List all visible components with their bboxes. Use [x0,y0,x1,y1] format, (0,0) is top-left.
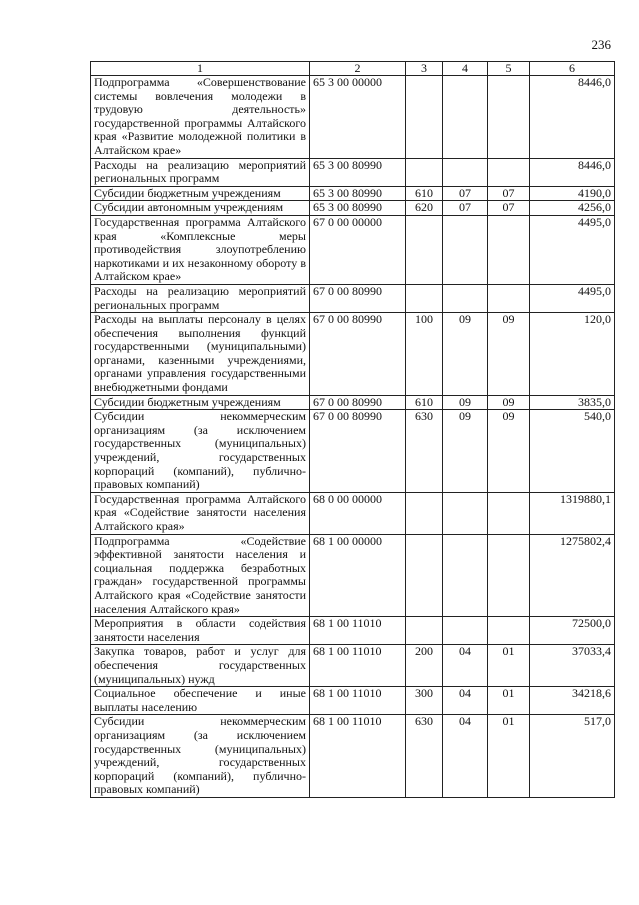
page-number: 236 [591,37,611,52]
section-cell: 07 [443,186,488,201]
table-row [91,158,615,186]
expense-type-cell [406,215,443,284]
classification-code-cell: 68 0 00 00000 [310,492,406,534]
section-cell [443,215,488,284]
expense-type-cell [406,76,443,159]
section-cell [443,284,488,312]
row-name-cell: Мероприятия в области содействия занятости населения [91,617,310,645]
row-name-cell: Подпрограмма «Содействие эффективной занятости населения и социальная поддержка безработных граждан» государственной программы Алтайского края «Содействие занятости населения Алтайского края» [91,534,310,617]
table-row [91,492,615,534]
classification-code-cell: 68 1 00 11010 [310,687,406,715]
expense-type-cell: 630 [406,715,443,798]
amount-cell: 4495,0 [530,284,615,312]
table-row [91,534,615,617]
expense-type-cell: 300 [406,687,443,715]
amount-cell: 8446,0 [530,158,615,186]
section-cell: 04 [443,687,488,715]
expense-type-cell: 610 [406,395,443,410]
subsection-cell: 07 [488,201,530,216]
subsection-cell: 01 [488,687,530,715]
expense-type-cell [406,617,443,645]
row-name-cell: Субсидии бюджетным учреждениям [91,186,310,201]
expense-type-cell: 610 [406,186,443,201]
column-header: 2 [310,62,406,76]
subsection-cell [488,158,530,186]
section-cell: 09 [443,410,488,493]
section-cell: 04 [443,645,488,687]
expense-type-cell: 100 [406,313,443,396]
expense-type-cell [406,284,443,312]
amount-cell: 72500,0 [530,617,615,645]
subsection-cell [488,492,530,534]
classification-code-cell: 67 0 00 00000 [310,215,406,284]
row-name-cell: Расходы на реализацию мероприятий региональных программ [91,284,310,312]
subsection-cell [488,617,530,645]
amount-cell: 1275802,4 [530,534,615,617]
subsection-cell: 09 [488,395,530,410]
expense-type-cell: 620 [406,201,443,216]
section-cell [443,617,488,645]
expense-type-cell: 200 [406,645,443,687]
amount-cell: 8446,0 [530,76,615,159]
row-name-cell: Закупка товаров, работ и услуг для обеспечения государственных (муниципальных) нужд [91,645,310,687]
subsection-cell [488,534,530,617]
amount-cell: 37033,4 [530,645,615,687]
amount-cell: 4495,0 [530,215,615,284]
table-row [91,687,615,715]
subsection-cell: 01 [488,715,530,798]
table-row [91,645,615,687]
expense-type-cell [406,158,443,186]
amount-cell: 120,0 [530,313,615,396]
table-row [91,186,615,201]
row-name-cell: Социальное обеспечение и иные выплаты населению [91,687,310,715]
classification-code-cell: 67 0 00 80990 [310,395,406,410]
row-name-cell: Субсидии некоммерческим организациям (за исключением государственных (муниципальных) учреждений, государственных корпораций (компаний), публично-правовых компаний) [91,715,310,798]
section-cell: 09 [443,313,488,396]
expense-type-cell [406,534,443,617]
amount-cell: 4190,0 [530,186,615,201]
column-header: 5 [488,62,530,76]
subsection-cell: 01 [488,645,530,687]
section-cell [443,76,488,159]
table-body [91,76,615,798]
expense-type-cell: 630 [406,410,443,493]
subsection-cell [488,76,530,159]
classification-code-cell: 65 3 00 80990 [310,158,406,186]
classification-code-cell: 65 3 00 80990 [310,186,406,201]
classification-code-cell: 67 0 00 80990 [310,313,406,396]
amount-cell: 4256,0 [530,201,615,216]
table-row [91,284,615,312]
classification-code-cell: 68 1 00 11010 [310,715,406,798]
row-name-cell: Субсидии бюджетным учреждениям [91,395,310,410]
section-cell: 04 [443,715,488,798]
subsection-cell: 09 [488,410,530,493]
row-name-cell: Субсидии автономным учреждениям [91,201,310,216]
row-name-cell: Государственная программа Алтайского края «Комплексные меры противодействия злоупотреблению наркотиками и их незаконному обороту в Алтайском крае» [91,215,310,284]
subsection-cell [488,284,530,312]
classification-code-cell: 65 3 00 00000 [310,76,406,159]
section-cell [443,492,488,534]
column-header: 4 [443,62,488,76]
table-row [91,617,615,645]
column-header: 6 [530,62,615,76]
subsection-cell [488,215,530,284]
row-name-cell: Расходы на выплаты персоналу в целях обеспечения выполнения функций государственными (муниципальными) органами, казенными учреждениями, органами управления государственными внебюджетными фондами [91,313,310,396]
classification-code-cell: 68 1 00 11010 [310,645,406,687]
subsection-cell: 09 [488,313,530,396]
table-row [91,313,615,396]
table-row [91,715,615,798]
column-header: 3 [406,62,443,76]
classification-code-cell: 68 1 00 11010 [310,617,406,645]
classification-code-cell: 67 0 00 80990 [310,410,406,493]
column-header: 1 [91,62,310,76]
amount-cell: 517,0 [530,715,615,798]
expense-type-cell [406,492,443,534]
amount-cell: 3835,0 [530,395,615,410]
table-header-row [91,62,615,76]
table-row [91,215,615,284]
row-name-cell: Субсидии некоммерческим организациям (за исключением государственных (муниципальных) учреждений, государственных корпораций (компаний), публично-правовых компаний) [91,410,310,493]
classification-code-cell: 65 3 00 80990 [310,201,406,216]
table-row [91,395,615,410]
section-cell [443,534,488,617]
row-name-cell: Расходы на реализацию мероприятий региональных программ [91,158,310,186]
table-row [91,76,615,159]
classification-code-cell: 68 1 00 00000 [310,534,406,617]
budget-table [90,61,615,798]
row-name-cell: Подпрограмма «Совершенствование системы вовлечения молодежи в трудовую деятельность» государственной программы Алтайского края «Развитие молодежной политики в Алтайском крае» [91,76,310,159]
amount-cell: 1319880,1 [530,492,615,534]
amount-cell: 34218,6 [530,687,615,715]
subsection-cell: 07 [488,186,530,201]
classification-code-cell: 67 0 00 80990 [310,284,406,312]
section-cell: 07 [443,201,488,216]
section-cell: 09 [443,395,488,410]
section-cell [443,158,488,186]
table-row [91,410,615,493]
amount-cell: 540,0 [530,410,615,493]
row-name-cell: Государственная программа Алтайского края «Содействие занятости населения Алтайского края» [91,492,310,534]
table-row [91,201,615,216]
